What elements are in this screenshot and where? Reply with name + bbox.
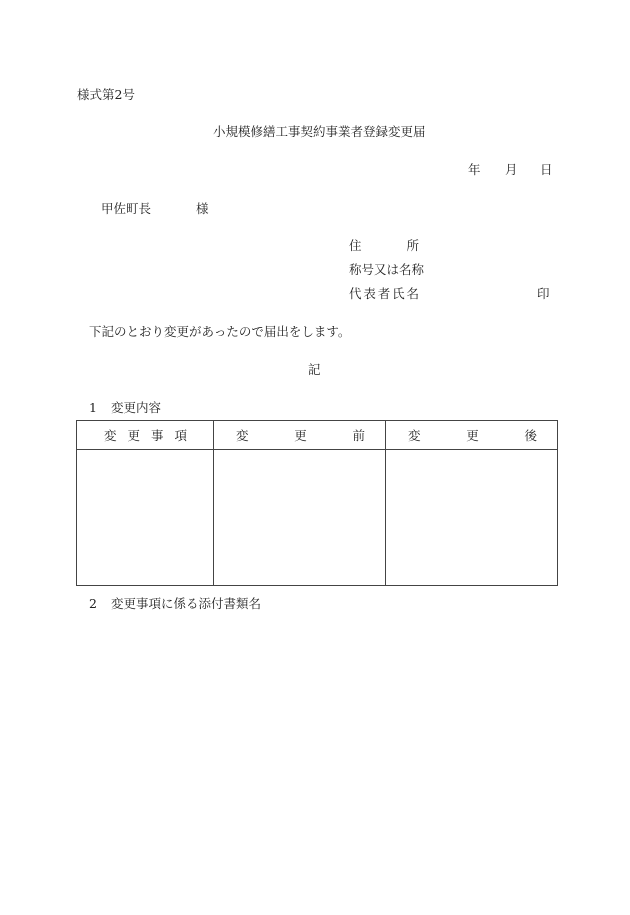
section1-number: 1 [89, 400, 97, 415]
header-char: 更 [294, 428, 307, 443]
document-title: 小規模修繕工事契約事業者登録変更届 [213, 124, 426, 139]
header-before [214, 421, 386, 450]
trade-name-label: 称号又は名称 [349, 262, 425, 277]
representative-label [349, 284, 419, 302]
header-after [386, 421, 558, 450]
address-label [349, 236, 419, 254]
cell-before[interactable] [214, 450, 386, 586]
ki-heading: 記 [308, 362, 321, 377]
header-char: 更 [466, 428, 479, 443]
representative-label-char: 代 [349, 286, 362, 301]
header-char: 変 [236, 428, 249, 443]
date-month-label: 月 [505, 162, 518, 177]
section1-heading [89, 398, 161, 416]
cell-after[interactable] [386, 450, 558, 586]
section2-number: 2 [89, 596, 97, 611]
representative-label-char: 者 [377, 286, 391, 301]
date-year-label: 年 [468, 162, 481, 177]
header-char: 更 [127, 428, 140, 443]
statement: 下記のとおり変更があったので届出をします。 [89, 324, 351, 339]
table-header-row [77, 421, 558, 450]
date-day-label: 日 [540, 162, 553, 177]
header-char: 変 [408, 428, 421, 443]
section2-title: 変更事項に係る添付書類名 [110, 596, 261, 611]
header-char: 変 [104, 428, 117, 443]
address-label-char: 住 [349, 238, 362, 253]
cell-change-item[interactable] [77, 450, 214, 586]
addressee-name: 甲佐町長 [101, 201, 152, 216]
header-char: 前 [352, 428, 365, 443]
table-row [77, 450, 558, 586]
representative-label-char: 氏 [392, 286, 405, 301]
header-char: 項 [174, 428, 187, 443]
header-char: 後 [524, 428, 537, 443]
changes-table [76, 420, 558, 586]
seal-label: 印 [537, 286, 550, 301]
section2-heading [89, 594, 261, 612]
header-char: 事 [150, 428, 164, 443]
form-number: 様式第2号 [77, 87, 135, 102]
header-change-item [77, 421, 214, 450]
representative-label-char: 名 [406, 286, 419, 301]
representative-label-char: 表 [363, 286, 376, 301]
address-label-char: 所 [406, 238, 419, 253]
addressee-honorific: 様 [196, 201, 209, 216]
section1-title: 変更内容 [110, 400, 161, 415]
